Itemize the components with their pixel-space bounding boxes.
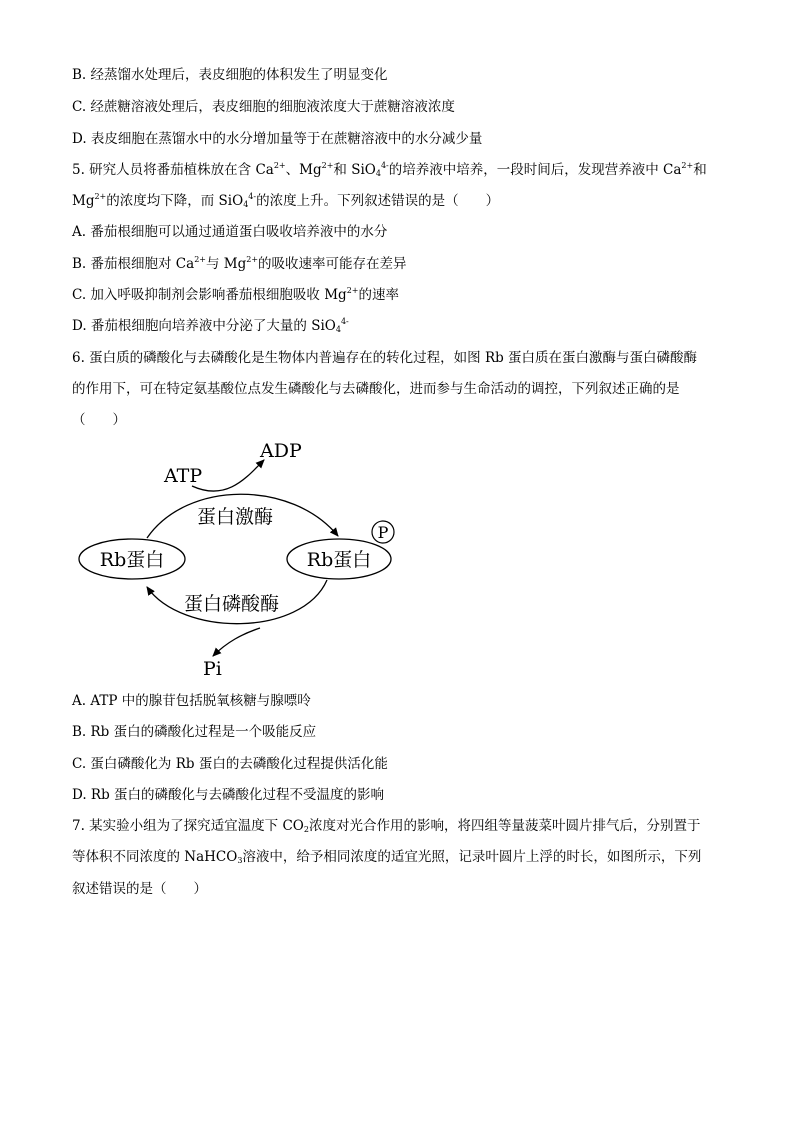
atp-label: ATP bbox=[164, 465, 203, 487]
q6-option-d: D. Rb 蛋白的磷酸化与去磷酸化过程不受温度的影响 bbox=[72, 787, 385, 803]
q4-option-c: C. 经蔗糖溶液处理后，表皮细胞的细胞液浓度大于蔗糖溶液浓度 bbox=[72, 99, 455, 115]
kinase-label: 蛋白激酶 bbox=[197, 506, 274, 528]
q7-stem-line1: 7. 某实验小组为了探究适宜温度下 $CO_2$浓度对光合作用的影响，将四组等量菠菜叶圆片排气后，分别置于 bbox=[72, 818, 701, 834]
q5-option-a: A. 番茄根细胞可以通过通道蛋白吸收培养液中的水分 bbox=[72, 224, 388, 240]
q5-option-d: D. 番茄根细胞向培养液中分泌了大量的 SiO$_4^{4-}$ bbox=[72, 317, 349, 334]
adp-label: ADP bbox=[260, 440, 302, 462]
phosphate-label: P bbox=[377, 523, 389, 542]
rb-phosphorylation-diagram bbox=[72, 432, 412, 682]
q6-stem-line2: 的作用下，可在特定氨基酸位点发生磷酸化与去磷酸化，进而参与生命活动的调控，下列叙述正确的是 bbox=[72, 381, 680, 397]
pi-release-arrow bbox=[213, 628, 260, 656]
q5-stem-line2: $Mg^{2+}$的浓度均下降，而 SiO$_4^{4-}$的浓度上升。下列叙述错误的是（ ） bbox=[72, 192, 500, 209]
rb-protein-left-label: Rb蛋白 bbox=[99, 549, 165, 571]
q6-option-a: A. ATP 中的腺苷包括脱氧核糖与腺嘌呤 bbox=[72, 693, 311, 709]
rb-protein-right-label: Rb蛋白 bbox=[306, 549, 372, 571]
q6-stem-line3: （ ） bbox=[72, 412, 126, 428]
q5-option-b: B. 番茄根细胞对 $Ca^{2+}$与 $Mg^{2+}$的吸收速率可能存在差异 bbox=[72, 255, 407, 272]
q4-option-b: B. 经蒸馏水处理后，表皮细胞的体积发生了明显变化 bbox=[72, 67, 388, 83]
q6-stem-line1: 6. 蛋白质的磷酸化与去磷酸化是生物体内普遍存在的转化过程，如图 Rb 蛋白质在蛋白激酶与蛋白磷酸酶 bbox=[72, 350, 698, 366]
phosphatase-label: 蛋白磷酸酶 bbox=[184, 593, 280, 615]
q6-option-b: B. Rb 蛋白的磷酸化过程是一个吸能反应 bbox=[72, 724, 317, 740]
q6-option-c: C. 蛋白磷酸化为 Rb 蛋白的去磷酸化过程提供活化能 bbox=[72, 756, 388, 772]
pi-label: Pi bbox=[203, 658, 222, 680]
q7-stem-line3: 叙述错误的是（ ） bbox=[72, 881, 207, 897]
q5-stem-line1: 5. 研究人员将番茄植株放在含 $Ca^{2+}$、$Mg^{2+}$和 SiO$_4^{4-}$的培养液中培养，一段时间后，发现营养液中 $Ca^{2+}$和 bbox=[72, 161, 707, 178]
atp-to-adp-arrow bbox=[192, 460, 264, 491]
q7-stem-line2: 等体积不同浓度的 NaHCO$_3$溶液中，给予相同浓度的适宜光照，记录叶圆片上浮的时长，如图所示，下列 bbox=[72, 849, 702, 865]
q5-option-c: C. 加入呼吸抑制剂会影响番茄根细胞吸收 $Mg^{2+}$的速率 bbox=[72, 286, 399, 303]
q4-option-d: D. 表皮细胞在蒸馏水中的水分增加量等于在蔗糖溶液中的水分减少量 bbox=[72, 131, 483, 147]
